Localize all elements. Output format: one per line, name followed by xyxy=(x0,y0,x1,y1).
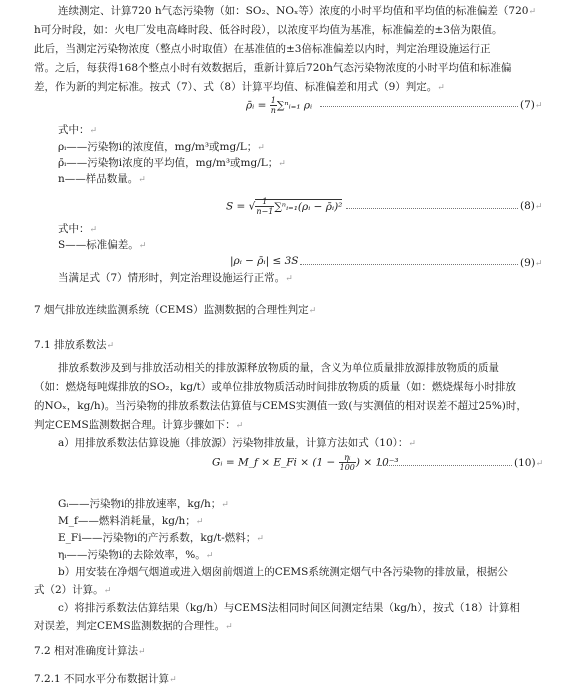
where-item: S——标准偏差。↵ xyxy=(58,239,147,251)
equation-number-7: (7)↵ xyxy=(520,99,543,111)
section-7-heading: 7 烟气排放连续监测系统（CEMS）监测数据的合理性判定↵ xyxy=(34,304,317,316)
equation-7: ρ̄ᵢ = $\frac{1}{n}$ ∑ⁿᵢ₌₁ ρᵢ xyxy=(246,96,313,115)
where-item: E_Fi——污染物i的产污系数，kg/t-燃料；↵ xyxy=(58,532,264,544)
paragraph1-line: 此后，当测定污染物浓度（整点小时取值）在基准值的±3倍标准偏差以内时，判定治理设施运行正 xyxy=(34,43,491,55)
where-item: M_f——燃料消耗量，kg/h；↵ xyxy=(58,515,204,527)
equation-10: Gᵢ = M_f × E_Fi × (1 − $\frac{\text{ηᵢ}}{100}$ ) × 10⁻³ xyxy=(212,453,399,472)
where-item: Gᵢ——污染物i的排放速率，kg/h；↵ xyxy=(58,498,229,510)
where-item: ρᵢ——污染物i的浓度值，mg/m³或mg/L；↵ xyxy=(58,141,265,153)
paragraph2-line: 排放系数涉及到与排放活动相关的排放源释放物质的量，含义为单位质量排放源排放物质的质量 xyxy=(58,362,499,374)
step-a: a）用排放系数法估算设施（排放源）污染物排放量，计算方法如式（10）：↵ xyxy=(58,437,416,449)
step-b-line: 式（2）计算。↵ xyxy=(34,584,112,596)
step-b-line: b）用安装在净烟气烟道或进入烟囱前烟道上的CEMS系统测定烟气中各污染物的排放量，根据公 xyxy=(58,566,508,578)
leader-dots xyxy=(346,208,518,209)
conclusion-text: 当满足式（7）情形时，判定治理设施运行正常。↵ xyxy=(58,272,293,284)
equation-9: |ρᵢ − ρ̄ᵢ| ≤ 3S xyxy=(230,255,299,267)
step-c-line: c）将排污系数法估算结果（kg/h）与CEMS法相同时间区间测定结果（kg/h），按式（18）计算相 xyxy=(58,602,520,614)
paragraph1-line: 差，作为新的判定标准。按式（7）、式（8）计算平均值、标准偏差和用式（9）判定。↵ xyxy=(34,81,445,93)
equation-number-10: (10)↵ xyxy=(514,457,544,469)
section-7-2-1-heading: 7.2.1 不同水平分布数据计算↵ xyxy=(34,673,177,685)
equation-number-9: (9)↵ xyxy=(520,257,543,269)
paragraph1-line: 常。之后，每获得168个整点小时有效数据后，重新计算后720h气态污染物浓度的小时平均值和标准偏 xyxy=(34,62,512,74)
paragraph2-line: 的NOₓ，kg/h)。当污染物的排放系数法估算值与CEMS实测值一致(与实测值的相对误差不超过25%)时， xyxy=(34,400,527,412)
where-intro: 式中：↵ xyxy=(58,124,98,136)
where-item: ρ̄ᵢ——污染物i浓度的平均值，mg/m³或mg/L；↵ xyxy=(58,157,286,169)
section-7-1-heading: 7.1 排放系数法↵ xyxy=(34,339,115,351)
leader-dots xyxy=(380,465,512,466)
where-intro: 式中：↵ xyxy=(58,223,98,235)
section-7-2-heading: 7.2 相对准确度计算法↵ xyxy=(34,645,146,657)
paragraph2-line: 判定CEMS监测数据合理。计算步骤如下：↵ xyxy=(34,419,244,431)
leader-dots xyxy=(300,264,518,265)
step-c-line: 对误差，判定CEMS监测数据的合理性。↵ xyxy=(34,620,233,632)
leader-dots xyxy=(320,106,518,107)
equation-number-8: (8)↵ xyxy=(520,200,543,212)
paragraph1-line: 连续测定、计算720 h气态污染物（如：SO₂、NOₓ等）浓度的小时平均值和平均值的标准偏差（720↵ xyxy=(58,5,536,17)
paragraph2-line: （如：燃烧每吨煤排放的SO₂，kg/t）或单位排放物质活动时间排放物质的质量（如：燃烧煤每小时排放 xyxy=(34,381,516,393)
where-item: n——样品数量。↵ xyxy=(58,173,146,185)
where-item: ηᵢ——污染物i的去除效率，%。↵ xyxy=(58,549,214,561)
equation-8: S = √ $\frac{1}{n-1}$ ∑ⁿᵢ₌₁(ρᵢ − ρ̄ᵢ)² xyxy=(226,197,343,216)
paragraph1-line: h可分时段，如：火电厂发电高峰时段、低谷时段），以浓度平均值为基准，标准偏差的±3倍为限值。 xyxy=(34,24,503,36)
